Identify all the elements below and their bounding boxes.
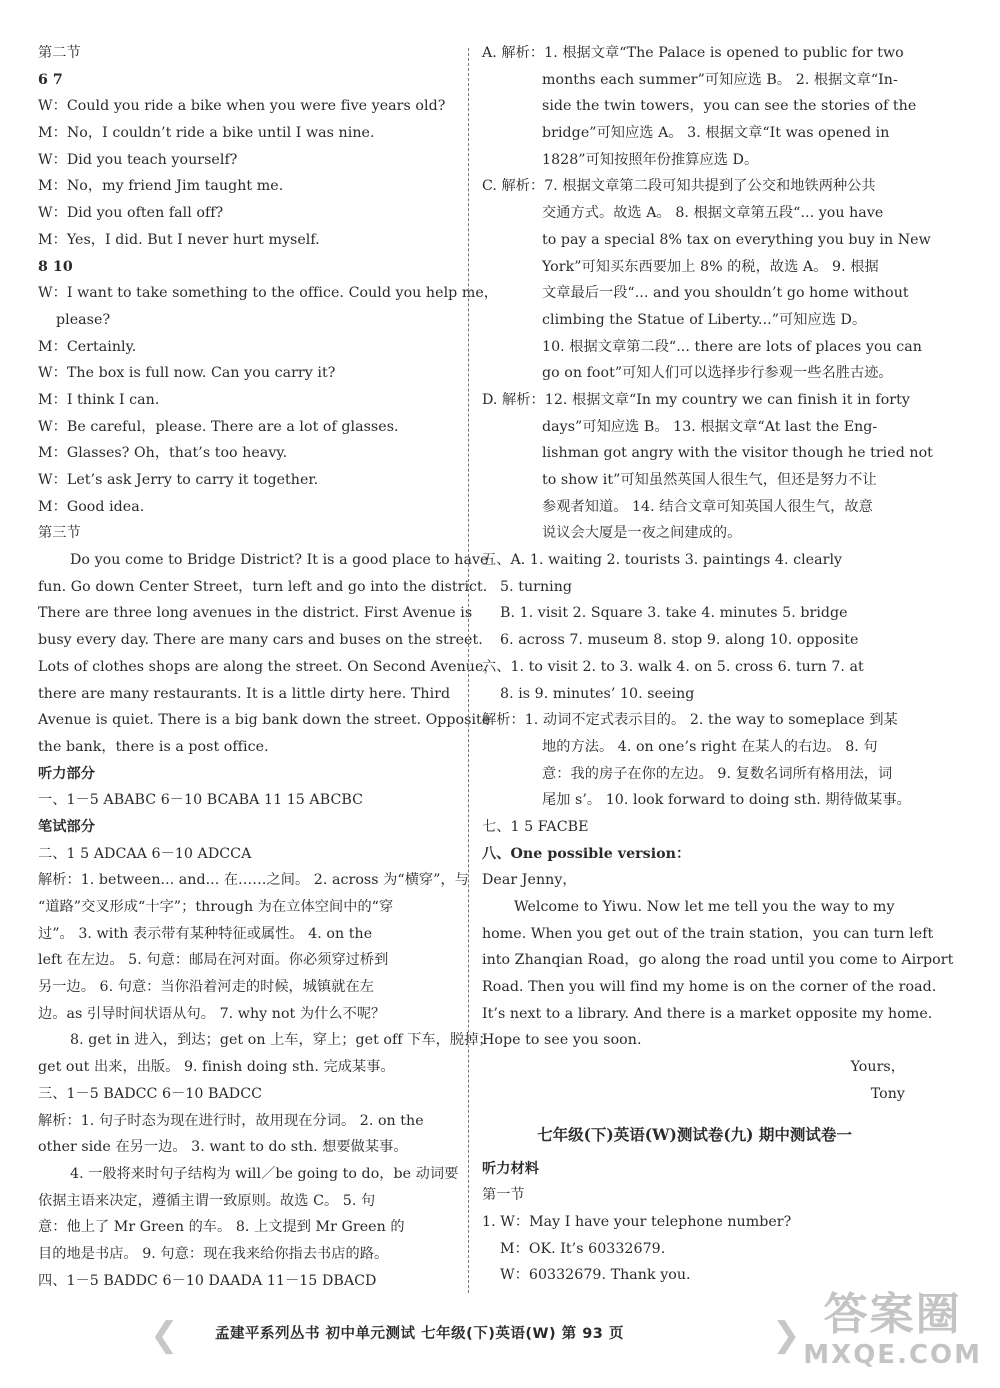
- text-line: 七、1 5 FACBE: [482, 818, 589, 835]
- text-line: M：Yes，I did. But I never hurt myself.: [38, 231, 320, 248]
- column-divider: [468, 48, 469, 1293]
- text-line: 第三节: [38, 525, 81, 542]
- text-line: 解析：1. 句子时态为现在进行时，故用现在分词。 2. on the: [38, 1112, 424, 1129]
- text-line: 6. across 7. museum 8. stop 9. along 10. opposite: [500, 632, 859, 649]
- text-line: 地的方法。 4. on one’s right 在某人的右边。 8. 句: [542, 738, 878, 755]
- text-line: 尾加 s’。 10. look forward to doing sth. 期待做某事。: [542, 792, 911, 809]
- watermark-logo: 答案圈: [823, 1289, 962, 1340]
- text-line: Lots of clothes shops are along the street. On Second Avenue，: [38, 658, 498, 675]
- section-title: 七年级(下)英语(W)测试卷(九) 期中测试卷一: [537, 1124, 852, 1144]
- text-line: 解析：1. between... and... 在……之间。 2. across 为“横穿”，与: [38, 872, 469, 889]
- text-line: 1828”可知按照年份推算应选 D。: [542, 151, 759, 168]
- text-line: It’s next to a library. And there is a market opposite my home.: [482, 1005, 933, 1022]
- text-line: C. 解析：7. 根据文章第二段可知共提到了公交和地铁两种公共: [482, 178, 876, 195]
- text-line: W：Did you often fall off?: [38, 205, 224, 222]
- text-line: get out 出来，出版。 9. finish doing sth. 完成某事。: [38, 1059, 395, 1076]
- footer-text: 孟建平系列丛书 初中单元测试 七年级(下)英语(W) 第 93 页: [215, 1326, 624, 1342]
- text-line: Welcome to Yiwu. Now let me tell you the way to my: [514, 899, 895, 915]
- text-line: 10. 根据文章第二段“... there are lots of places you can: [542, 338, 922, 355]
- text-line: 笔试部分: [38, 818, 95, 835]
- text-line: “道路”交叉形成“十字”；through 为在立体空间中的“穿: [38, 899, 394, 915]
- text-line: days”可知应选 B。 13. 根据文章“At last the Eng-: [542, 418, 878, 435]
- text-line: 第一节: [482, 1187, 525, 1204]
- text-line: Road. Then you will find my home is on the corner of the road.: [482, 979, 937, 996]
- right-answers: [482, 40, 954, 1108]
- text-line: home. When you get out of the train station，you can turn left: [482, 925, 934, 942]
- right-listening-material: [482, 1156, 907, 1289]
- text-line: Avenue is quiet. There is a big bank down the street. Opposite: [38, 712, 491, 729]
- text-line: There are three long avenues in the district. First Avenue is: [38, 605, 473, 622]
- text-line: go on foot”可知人们可以选择步行参观一些名胜古迹。: [542, 365, 893, 382]
- text-line: M：I think I can.: [38, 391, 160, 408]
- left-column: [38, 40, 499, 1294]
- chevron-left-icon: ❮: [150, 1315, 179, 1355]
- text-line: W：I want to take something to the office. Could you help me，: [38, 285, 499, 302]
- text-line: D. 解析：12. 根据文章“In my country we can finish it in forty: [482, 391, 910, 408]
- text-line: 8. get in 进入，到达；get on 上车，穿上；get off 下车，脱掉；: [70, 1032, 493, 1049]
- chevron-right-icon: ❯: [772, 1315, 801, 1355]
- text-line: side the twin towers，you can see the stories of the: [542, 98, 917, 115]
- text-line: M：Glasses? Oh，that’s too heavy.: [38, 445, 288, 462]
- text-line: left 在左边。 5. 句意：邮局在河对面。你必须穿过桥到: [38, 952, 389, 969]
- text-line: climbing the Statue of Liberty...”可知应选 D。: [542, 311, 867, 328]
- text-line: busy every day. There are many cars and buses on the street.: [38, 632, 483, 649]
- text-line: 依据主语来决定，遵循主谓一致原则。故选 C。 5. 句: [38, 1192, 376, 1209]
- text-line: Yours，: [850, 1059, 905, 1076]
- text-line: Hope to see you soon.: [482, 1032, 642, 1049]
- text-line: months each summer”可知应选 B。 2. 根据文章“In-: [542, 71, 898, 88]
- text-line: W：60332679. Thank you.: [500, 1267, 691, 1284]
- text-line: W：Be careful，please. There are a lot of glasses.: [38, 418, 399, 435]
- text-line: 八、One possible version：: [482, 845, 691, 862]
- text-line: 第二节: [38, 45, 81, 61]
- text-line: other side 在另一边。 3. want to do sth. 想要做某事。: [38, 1139, 408, 1156]
- text-line: 另一边。 6. 句意：当你沿着河走的时候，城镇就在左: [38, 979, 374, 996]
- text-line: 意：他上了 Mr Green 的车。 8. 上文提到 Mr Green 的: [38, 1219, 405, 1236]
- text-line: M：No，my friend Jim taught me.: [38, 178, 284, 195]
- text-line: 8. is 9. minutes’ 10. seeing: [500, 685, 695, 702]
- right-column: [482, 40, 954, 1289]
- text-line: 文章最后一段“... and you shouldn’t go home without: [542, 285, 909, 302]
- text-line: W：Did you teach yourself?: [38, 151, 238, 168]
- text-line: 过”。 3. with 表示带有某种特征或属性。 4. on the: [38, 925, 373, 942]
- text-line: 4. 一般将来时句子结构为 will／be going to do，be 动词要: [70, 1165, 459, 1182]
- text-line: 六、1. to visit 2. to 3. walk 4. on 5. cross 6. turn 7. at: [482, 658, 864, 675]
- text-line: 边。as 引导时间状语从句。 7. why not 为什么不呢？: [38, 1005, 386, 1022]
- text-line: 6 7: [38, 71, 63, 88]
- text-line: Dear Jenny，: [482, 872, 577, 889]
- text-line: the bank，there is a post office.: [38, 738, 269, 755]
- text-line: bridge”可知应选 A。 3. 根据文章“It was opened in: [542, 125, 890, 142]
- watermark: [803, 1290, 982, 1370]
- text-line: M：Good idea.: [38, 498, 145, 515]
- text-line: Tony: [870, 1085, 905, 1102]
- watermark-url: MXQE.COM: [803, 1340, 982, 1370]
- text-line: 听力材料: [482, 1160, 539, 1177]
- text-line: 参观者知道。 14. 结合文章可知英国人很生气，故意: [542, 498, 873, 515]
- text-line: 8 10: [38, 258, 73, 275]
- text-line: W：Could you ride a bike when you were five years old?: [38, 98, 446, 115]
- text-line: York”可知买东西要加上 8% 的税，故选 A。 9. 根据: [542, 258, 879, 275]
- text-line: fun. Go down Center Street，turn left and go into the district.: [38, 578, 488, 595]
- text-line: 意：我的房子在你的左边。 9. 复数名词所有格用法，词: [542, 765, 893, 782]
- text-line: 目的地是书店。 9. 句意：现在我来给你指去书店的路。: [38, 1245, 389, 1262]
- text-line: 四、1－5 BADDC 6－10 DAADA 11－15 DBACD: [38, 1272, 377, 1289]
- text-line: M：Certainly.: [38, 338, 137, 355]
- text-line: A. 解析：1. 根据文章“The Palace is opened to public for two: [482, 45, 904, 61]
- text-line: 5. turning: [500, 578, 573, 595]
- text-line: to pay a special 8% tax on everything you buy in New: [542, 231, 931, 248]
- text-line: M：OK. It’s 60332679.: [500, 1240, 666, 1257]
- text-line: 1. W：May I have your telephone number?: [482, 1213, 792, 1230]
- text-line: please?: [56, 311, 111, 328]
- text-line: 听力部分: [38, 765, 95, 782]
- text-line: B. 1. visit 2. Square 3. take 4. minutes 5. bridge: [500, 605, 848, 622]
- text-line: W：The box is full now. Can you carry it?: [38, 365, 336, 382]
- text-line: 三、1－5 BADCC 6－10 BADCC: [38, 1085, 263, 1102]
- text-line: to show it”可知虽然英国人很生气，但还是努力不让: [542, 472, 877, 488]
- text-line: Do you come to Bridge District? It is a good place to have: [70, 552, 489, 569]
- text-line: 说议会大厦是一夜之间建成的。: [542, 525, 742, 542]
- text-line: lishman got angry with the visitor though he tried not: [542, 445, 933, 462]
- text-line: 一、1－5 ABABC 6－10 BCABA 11 15 ABCBC: [38, 792, 364, 809]
- text-line: W：Let’s ask Jerry to carry it together.: [38, 472, 319, 488]
- text-line: 二、1 5 ADCAA 6－10 ADCCA: [38, 845, 252, 862]
- text-line: M：No，I couldn’t ride a bike until I was nine.: [38, 125, 375, 142]
- text-line: 五、A. 1. waiting 2. tourists 3. paintings 4. clearly: [482, 552, 843, 569]
- text-line: 交通方式。故选 A。 8. 根据文章第五段“... you have: [542, 205, 884, 222]
- text-line: into Zhanqian Road，go along the road until you come to Airport: [482, 952, 954, 969]
- text-line: 解析：1. 动词不定式表示目的。 2. the way to someplace 到某: [482, 712, 898, 729]
- text-line: there are many restaurants. It is a little dirty here. Third: [38, 685, 451, 702]
